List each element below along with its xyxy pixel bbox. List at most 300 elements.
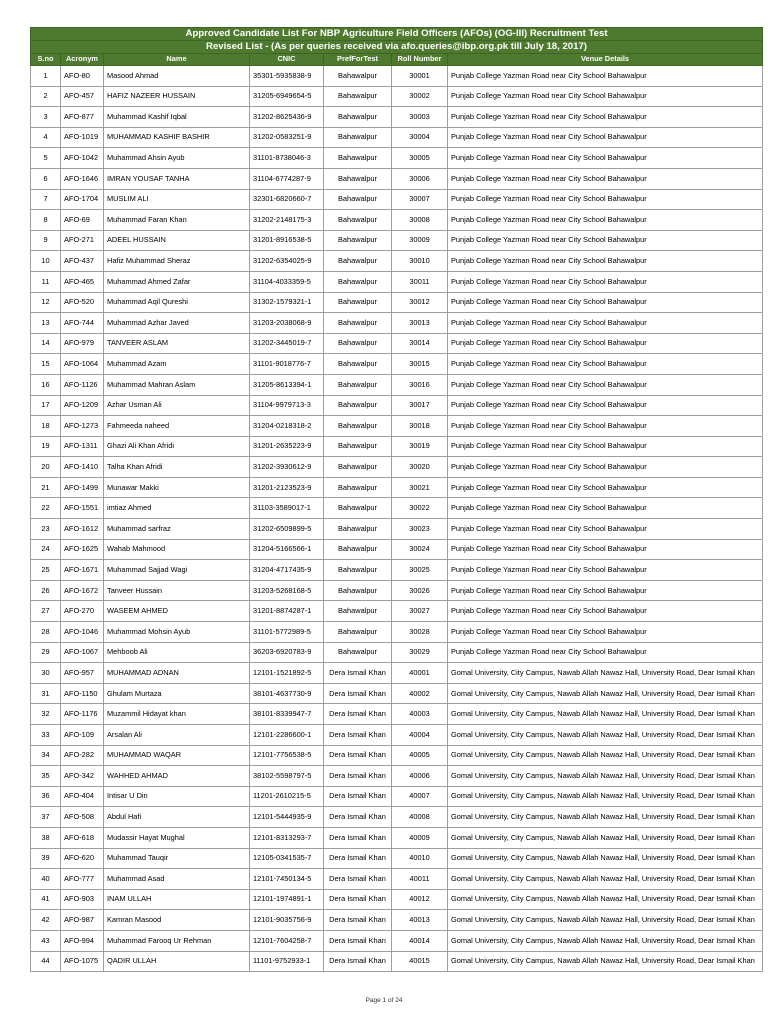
cell-roll-number: 30008 — [392, 210, 448, 231]
cell-name: IMRAN YOUSAF TANHA — [104, 168, 250, 189]
cell-pref-for-test: Bahawalpur — [324, 642, 392, 663]
cell-pref-for-test: Bahawalpur — [324, 560, 392, 581]
cell-cnic: 31103-3589017-1 — [250, 498, 324, 519]
cell-cnic: 31202-3445019-7 — [250, 333, 324, 354]
cell-roll-number: 30028 — [392, 622, 448, 643]
cell-sno: 17 — [31, 395, 61, 416]
cell-sno: 13 — [31, 313, 61, 334]
cell-venue-details: Punjab College Yazman Road near City School Bahawalpur — [448, 127, 763, 148]
cell-roll-number: 40005 — [392, 745, 448, 766]
cell-pref-for-test: Bahawalpur — [324, 395, 392, 416]
cell-name: MUHAMMAD WAQAR — [104, 745, 250, 766]
cell-roll-number: 30004 — [392, 127, 448, 148]
cell-venue-details: Punjab College Yazman Road near City School Bahawalpur — [448, 354, 763, 375]
cell-pref-for-test: Bahawalpur — [324, 374, 392, 395]
cell-sno: 31 — [31, 683, 61, 704]
cell-venue-details: Punjab College Yazman Road near City School Bahawalpur — [448, 416, 763, 437]
cell-sno: 35 — [31, 766, 61, 787]
cell-sno: 25 — [31, 560, 61, 581]
cell-name: imtiaz Ahmed — [104, 498, 250, 519]
table-row — [31, 127, 763, 148]
cell-venue-details: Punjab College Yazman Road near City School Bahawalpur — [448, 107, 763, 128]
cell-venue-details: Gomal University, City Campus, Nawab Allah Nawaz Hall, University Road, Dear Ismail Khan — [448, 910, 763, 931]
column-header-sno: S.no — [31, 54, 61, 66]
cell-pref-for-test: Bahawalpur — [324, 292, 392, 313]
cell-name: Muhammad sarfraz — [104, 519, 250, 540]
cell-venue-details: Punjab College Yazman Road near City School Bahawalpur — [448, 271, 763, 292]
cell-acronym: AFO-877 — [61, 107, 104, 128]
cell-pref-for-test: Bahawalpur — [324, 210, 392, 231]
cell-roll-number: 30021 — [392, 477, 448, 498]
cell-acronym: AFO-1019 — [61, 127, 104, 148]
cell-sno: 7 — [31, 189, 61, 210]
cell-roll-number: 40004 — [392, 725, 448, 746]
cell-roll-number: 30018 — [392, 416, 448, 437]
cell-venue-details: Punjab College Yazman Road near City School Bahawalpur — [448, 313, 763, 334]
cell-cnic: 12101-9035756-9 — [250, 910, 324, 931]
cell-name: QADIR ULLAH — [104, 951, 250, 972]
cell-name: HAFIZ NAZEER HUSSAIN — [104, 86, 250, 107]
cell-cnic: 31104-4033359-5 — [250, 271, 324, 292]
cell-cnic: 31202-0583251-9 — [250, 127, 324, 148]
table-row — [31, 560, 763, 581]
cell-name: Muhammad Faran Khan — [104, 210, 250, 231]
table-row — [31, 251, 763, 272]
cell-pref-for-test: Bahawalpur — [324, 539, 392, 560]
cell-acronym: AFO-1551 — [61, 498, 104, 519]
cell-roll-number: 40014 — [392, 930, 448, 951]
table-row — [31, 622, 763, 643]
cell-sno: 41 — [31, 889, 61, 910]
cell-cnic: 31203-2038068-9 — [250, 313, 324, 334]
cell-acronym: AFO-465 — [61, 271, 104, 292]
table-row — [31, 148, 763, 169]
table-row — [31, 848, 763, 869]
cell-pref-for-test: Dera Ismail Khan — [324, 663, 392, 684]
cell-acronym: AFO-271 — [61, 230, 104, 251]
cell-acronym: AFO-404 — [61, 786, 104, 807]
cell-roll-number: 30026 — [392, 580, 448, 601]
cell-sno: 30 — [31, 663, 61, 684]
table-row — [31, 683, 763, 704]
cell-name: Hafiz Muhammad Sheraz — [104, 251, 250, 272]
cell-sno: 27 — [31, 601, 61, 622]
table-row — [31, 766, 763, 787]
cell-name: Abdul Hafi — [104, 807, 250, 828]
cell-cnic: 31204-0218318-2 — [250, 416, 324, 437]
cell-acronym: AFO-282 — [61, 745, 104, 766]
list-title: Approved Candidate List For NBP Agriculture Field Officers (AFOs) (OG-III) Recruitment Test — [31, 28, 763, 41]
page-number: Page 1 of 24 — [365, 997, 403, 1004]
cell-pref-for-test: Dera Ismail Khan — [324, 951, 392, 972]
cell-sno: 8 — [31, 210, 61, 231]
cell-pref-for-test: Bahawalpur — [324, 477, 392, 498]
cell-acronym: AFO-1311 — [61, 436, 104, 457]
cell-pref-for-test: Bahawalpur — [324, 354, 392, 375]
cell-acronym: AFO-1046 — [61, 622, 104, 643]
table-row — [31, 580, 763, 601]
cell-pref-for-test: Bahawalpur — [324, 601, 392, 622]
cell-cnic: 31202-2148175-3 — [250, 210, 324, 231]
cell-name: Mudassir Hayat Mughal — [104, 827, 250, 848]
cell-sno: 33 — [31, 725, 61, 746]
cell-sno: 38 — [31, 827, 61, 848]
cell-pref-for-test: Dera Ismail Khan — [324, 869, 392, 890]
cell-venue-details: Gomal University, City Campus, Nawab Allah Nawaz Hall, University Road, Dear Ismail Khan — [448, 848, 763, 869]
table-row — [31, 725, 763, 746]
cell-name: Kamran Masood — [104, 910, 250, 931]
cell-sno: 6 — [31, 168, 61, 189]
table-row — [31, 457, 763, 478]
cell-name: Mehboob Ali — [104, 642, 250, 663]
cell-venue-details: Punjab College Yazman Road near City School Bahawalpur — [448, 498, 763, 519]
table-row — [31, 477, 763, 498]
cell-cnic: 11201-2610215-5 — [250, 786, 324, 807]
cell-acronym: AFO-437 — [61, 251, 104, 272]
cell-pref-for-test: Bahawalpur — [324, 313, 392, 334]
cell-acronym: AFO-1273 — [61, 416, 104, 437]
cell-pref-for-test: Bahawalpur — [324, 66, 392, 87]
cell-pref-for-test: Dera Ismail Khan — [324, 745, 392, 766]
list-subtitle: Revised List - (As per queries received via afo.queries@ibp.org.pk till July 18, 2017) — [31, 41, 763, 54]
table-row — [31, 86, 763, 107]
table-row — [31, 827, 763, 848]
cell-venue-details: Punjab College Yazman Road near City School Bahawalpur — [448, 477, 763, 498]
cell-pref-for-test: Bahawalpur — [324, 271, 392, 292]
cell-acronym: AFO-744 — [61, 313, 104, 334]
candidate-list-sheet — [30, 27, 762, 972]
cell-name: Muhammad Azam — [104, 354, 250, 375]
cell-sno: 4 — [31, 127, 61, 148]
cell-acronym: AFO-987 — [61, 910, 104, 931]
cell-sno: 16 — [31, 374, 61, 395]
cell-acronym: AFO-80 — [61, 66, 104, 87]
cell-cnic: 31101-8738046-3 — [250, 148, 324, 169]
cell-name: Tanveer Hussain — [104, 580, 250, 601]
cell-sno: 15 — [31, 354, 61, 375]
cell-roll-number: 30022 — [392, 498, 448, 519]
cell-roll-number: 40001 — [392, 663, 448, 684]
table-row — [31, 663, 763, 684]
cell-venue-details: Punjab College Yazman Road near City School Bahawalpur — [448, 189, 763, 210]
candidate-table — [30, 27, 763, 972]
cell-venue-details: Punjab College Yazman Road near City School Bahawalpur — [448, 539, 763, 560]
cell-roll-number: 40012 — [392, 889, 448, 910]
cell-pref-for-test: Dera Ismail Khan — [324, 704, 392, 725]
cell-roll-number: 30003 — [392, 107, 448, 128]
cell-acronym: AFO-620 — [61, 848, 104, 869]
cell-roll-number: 30020 — [392, 457, 448, 478]
cell-sno: 18 — [31, 416, 61, 437]
cell-cnic: 11101-9752933-1 — [250, 951, 324, 972]
cell-acronym: AFO-270 — [61, 601, 104, 622]
cell-name: Muhammad Mahran Aslam — [104, 374, 250, 395]
cell-venue-details: Punjab College Yazman Road near City School Bahawalpur — [448, 66, 763, 87]
table-row — [31, 189, 763, 210]
cell-venue-details: Punjab College Yazman Road near City School Bahawalpur — [448, 519, 763, 540]
cell-roll-number: 30001 — [392, 66, 448, 87]
cell-sno: 5 — [31, 148, 61, 169]
cell-cnic: 12101-1521892-5 — [250, 663, 324, 684]
cell-cnic: 12101-5444935-9 — [250, 807, 324, 828]
cell-roll-number: 40008 — [392, 807, 448, 828]
cell-pref-for-test: Bahawalpur — [324, 168, 392, 189]
table-row — [31, 210, 763, 231]
table-row — [31, 807, 763, 828]
cell-sno: 42 — [31, 910, 61, 931]
cell-sno: 40 — [31, 869, 61, 890]
cell-name: Muhammad Sajjad Wagi — [104, 560, 250, 581]
cell-sno: 39 — [31, 848, 61, 869]
cell-roll-number: 30012 — [392, 292, 448, 313]
cell-acronym: AFO-520 — [61, 292, 104, 313]
column-header-name: Name — [104, 54, 250, 66]
cell-roll-number: 40009 — [392, 827, 448, 848]
cell-venue-details: Punjab College Yazman Road near City School Bahawalpur — [448, 395, 763, 416]
cell-name: Muhammad Aqil Qureshi — [104, 292, 250, 313]
cell-acronym: AFO-618 — [61, 827, 104, 848]
table-row — [31, 313, 763, 334]
cell-acronym: AFO-1646 — [61, 168, 104, 189]
cell-acronym: AFO-1672 — [61, 580, 104, 601]
cell-cnic: 31104-9979713-3 — [250, 395, 324, 416]
cell-name: Muhammad Ahmed Zafar — [104, 271, 250, 292]
cell-venue-details: Punjab College Yazman Road near City School Bahawalpur — [448, 292, 763, 313]
cell-roll-number: 40002 — [392, 683, 448, 704]
cell-acronym: AFO-903 — [61, 889, 104, 910]
cell-sno: 24 — [31, 539, 61, 560]
cell-acronym: AFO-994 — [61, 930, 104, 951]
cell-acronym: AFO-1625 — [61, 539, 104, 560]
cell-acronym: AFO-69 — [61, 210, 104, 231]
cell-sno: 36 — [31, 786, 61, 807]
cell-name: Muhammad Azhar Javed — [104, 313, 250, 334]
table-row — [31, 704, 763, 725]
cell-pref-for-test: Bahawalpur — [324, 580, 392, 601]
cell-venue-details: Punjab College Yazman Road near City School Bahawalpur — [448, 374, 763, 395]
table-row — [31, 889, 763, 910]
cell-name: MUHAMMAD KASHIF BASHIR — [104, 127, 250, 148]
cell-cnic: 31205-8613394-1 — [250, 374, 324, 395]
table-row — [31, 292, 763, 313]
cell-pref-for-test: Dera Ismail Khan — [324, 683, 392, 704]
cell-sno: 22 — [31, 498, 61, 519]
cell-pref-for-test: Bahawalpur — [324, 107, 392, 128]
cell-roll-number: 30010 — [392, 251, 448, 272]
cell-venue-details: Punjab College Yazman Road near City School Bahawalpur — [448, 251, 763, 272]
cell-roll-number: 30029 — [392, 642, 448, 663]
table-row — [31, 271, 763, 292]
cell-acronym: AFO-342 — [61, 766, 104, 787]
table-row — [31, 354, 763, 375]
cell-roll-number: 30016 — [392, 374, 448, 395]
cell-name: Muhammad Ahsin Ayub — [104, 148, 250, 169]
cell-acronym: AFO-1067 — [61, 642, 104, 663]
cell-roll-number: 40007 — [392, 786, 448, 807]
cell-acronym: AFO-457 — [61, 86, 104, 107]
table-row — [31, 416, 763, 437]
cell-roll-number: 30017 — [392, 395, 448, 416]
cell-cnic: 12101-7604258-7 — [250, 930, 324, 951]
cell-name: MUHAMMAD ADNAN — [104, 663, 250, 684]
cell-name: INAM ULLAH — [104, 889, 250, 910]
cell-roll-number: 40011 — [392, 869, 448, 890]
cell-venue-details: Punjab College Yazman Road near City School Bahawalpur — [448, 148, 763, 169]
cell-acronym: AFO-1704 — [61, 189, 104, 210]
cell-venue-details: Gomal University, City Campus, Nawab Allah Nawaz Hall, University Road, Dear Ismail Khan — [448, 807, 763, 828]
cell-pref-for-test: Bahawalpur — [324, 416, 392, 437]
cell-sno: 23 — [31, 519, 61, 540]
cell-name: Muhammad Mohsin Ayub — [104, 622, 250, 643]
cell-roll-number: 30027 — [392, 601, 448, 622]
cell-pref-for-test: Bahawalpur — [324, 127, 392, 148]
table-row — [31, 436, 763, 457]
cell-sno: 34 — [31, 745, 61, 766]
cell-sno: 28 — [31, 622, 61, 643]
cell-pref-for-test: Bahawalpur — [324, 457, 392, 478]
table-row — [31, 168, 763, 189]
cell-cnic: 12101-1974891-1 — [250, 889, 324, 910]
cell-name: Muhammad Kashif Iqbal — [104, 107, 250, 128]
cell-venue-details: Gomal University, City Campus, Nawab Allah Nawaz Hall, University Road, Dear Ismail Khan — [448, 786, 763, 807]
cell-venue-details: Gomal University, City Campus, Nawab Allah Nawaz Hall, University Road, Dear Ismail Khan — [448, 930, 763, 951]
cell-venue-details: Gomal University, City Campus, Nawab Allah Nawaz Hall, University Road, Dear Ismail Khan — [448, 683, 763, 704]
cell-cnic: 38101-4637730-9 — [250, 683, 324, 704]
cell-name: WAHHED AHMAD — [104, 766, 250, 787]
table-row — [31, 539, 763, 560]
cell-cnic: 32301-6820660-7 — [250, 189, 324, 210]
table-row — [31, 519, 763, 540]
cell-venue-details: Punjab College Yazman Road near City School Bahawalpur — [448, 436, 763, 457]
cell-cnic: 31101-5772989-5 — [250, 622, 324, 643]
cell-pref-for-test: Bahawalpur — [324, 622, 392, 643]
cell-venue-details: Punjab College Yazman Road near City School Bahawalpur — [448, 601, 763, 622]
cell-roll-number: 40013 — [392, 910, 448, 931]
cell-roll-number: 40003 — [392, 704, 448, 725]
cell-pref-for-test: Dera Ismail Khan — [324, 766, 392, 787]
cell-venue-details: Punjab College Yazman Road near City School Bahawalpur — [448, 230, 763, 251]
cell-cnic: 31201-8874287-1 — [250, 601, 324, 622]
cell-acronym: AFO-1410 — [61, 457, 104, 478]
cell-acronym: AFO-1064 — [61, 354, 104, 375]
cell-acronym: AFO-777 — [61, 869, 104, 890]
cell-acronym: AFO-109 — [61, 725, 104, 746]
cell-name: Muhammad Tauqir — [104, 848, 250, 869]
cell-sno: 10 — [31, 251, 61, 272]
cell-roll-number: 40015 — [392, 951, 448, 972]
column-header-acronym: Acronym — [61, 54, 104, 66]
table-row — [31, 374, 763, 395]
candidate-rows — [31, 66, 763, 972]
cell-acronym: AFO-979 — [61, 333, 104, 354]
cell-acronym: AFO-508 — [61, 807, 104, 828]
column-header-venue-details: Venue Details — [448, 54, 763, 66]
cell-pref-for-test: Dera Ismail Khan — [324, 910, 392, 931]
cell-venue-details: Punjab College Yazman Road near City School Bahawalpur — [448, 580, 763, 601]
cell-venue-details: Punjab College Yazman Road near City School Bahawalpur — [448, 168, 763, 189]
cell-venue-details: Gomal University, City Campus, Nawab Allah Nawaz Hall, University Road, Dear Ismail Khan — [448, 827, 763, 848]
table-row — [31, 910, 763, 931]
cell-acronym: AFO-957 — [61, 663, 104, 684]
cell-name: MUSLIM ALI — [104, 189, 250, 210]
cell-pref-for-test: Dera Ismail Khan — [324, 889, 392, 910]
cell-venue-details: Punjab College Yazman Road near City School Bahawalpur — [448, 560, 763, 581]
table-row — [31, 642, 763, 663]
cell-acronym: AFO-1612 — [61, 519, 104, 540]
cell-roll-number: 30002 — [392, 86, 448, 107]
cell-venue-details: Punjab College Yazman Road near City School Bahawalpur — [448, 210, 763, 231]
cell-cnic: 12101-8313293-7 — [250, 827, 324, 848]
table-row — [31, 869, 763, 890]
cell-sno: 37 — [31, 807, 61, 828]
cell-roll-number: 30011 — [392, 271, 448, 292]
table-row — [31, 66, 763, 87]
table-row — [31, 930, 763, 951]
cell-roll-number: 30025 — [392, 560, 448, 581]
cell-pref-for-test: Bahawalpur — [324, 230, 392, 251]
cell-sno: 3 — [31, 107, 61, 128]
cell-sno: 44 — [31, 951, 61, 972]
cell-pref-for-test: Bahawalpur — [324, 519, 392, 540]
column-header-row — [31, 54, 763, 66]
cell-cnic: 31205-6949654-5 — [250, 86, 324, 107]
cell-cnic: 31202-6354025-9 — [250, 251, 324, 272]
cell-pref-for-test: Bahawalpur — [324, 333, 392, 354]
cell-roll-number: 30014 — [392, 333, 448, 354]
cell-pref-for-test: Bahawalpur — [324, 86, 392, 107]
cell-sno: 29 — [31, 642, 61, 663]
cell-pref-for-test: Dera Ismail Khan — [324, 827, 392, 848]
column-header-pref-for-test: PrefForTest — [324, 54, 392, 66]
column-header-roll-number: Roll Number — [392, 54, 448, 66]
cell-name: Wahab Mahmood — [104, 539, 250, 560]
table-row — [31, 951, 763, 972]
cell-acronym: AFO-1671 — [61, 560, 104, 581]
cell-name: Fahmeeda naheed — [104, 416, 250, 437]
cell-pref-for-test: Dera Ismail Khan — [324, 848, 392, 869]
cell-cnic: 31201-2635223-9 — [250, 436, 324, 457]
cell-acronym: AFO-1075 — [61, 951, 104, 972]
cell-cnic: 12101-7450134-5 — [250, 869, 324, 890]
cell-sno: 9 — [31, 230, 61, 251]
cell-sno: 1 — [31, 66, 61, 87]
cell-name: TANVEER ASLAM — [104, 333, 250, 354]
cell-sno: 20 — [31, 457, 61, 478]
cell-sno: 32 — [31, 704, 61, 725]
cell-cnic: 38101-8339947-7 — [250, 704, 324, 725]
cell-sno: 2 — [31, 86, 61, 107]
cell-acronym: AFO-1150 — [61, 683, 104, 704]
cell-sno: 26 — [31, 580, 61, 601]
cell-venue-details: Gomal University, City Campus, Nawab Allah Nawaz Hall, University Road, Dear Ismail Khan — [448, 725, 763, 746]
cell-cnic: 31202-8625436-9 — [250, 107, 324, 128]
cell-venue-details: Gomal University, City Campus, Nawab Allah Nawaz Hall, University Road, Dear Ismail Khan — [448, 663, 763, 684]
table-row — [31, 333, 763, 354]
cell-roll-number: 30015 — [392, 354, 448, 375]
cell-name: WASEEM AHMED — [104, 601, 250, 622]
table-row — [31, 601, 763, 622]
cell-cnic: 12101-7756538-5 — [250, 745, 324, 766]
table-row — [31, 498, 763, 519]
table-row — [31, 230, 763, 251]
cell-cnic: 35301-5935838-9 — [250, 66, 324, 87]
cell-venue-details: Gomal University, City Campus, Nawab Allah Nawaz Hall, University Road, Dear Ismail Khan — [448, 869, 763, 890]
cell-roll-number: 30013 — [392, 313, 448, 334]
cell-roll-number: 30009 — [392, 230, 448, 251]
cell-cnic: 12105-0341535-7 — [250, 848, 324, 869]
cell-pref-for-test: Dera Ismail Khan — [324, 930, 392, 951]
cell-acronym: AFO-1176 — [61, 704, 104, 725]
